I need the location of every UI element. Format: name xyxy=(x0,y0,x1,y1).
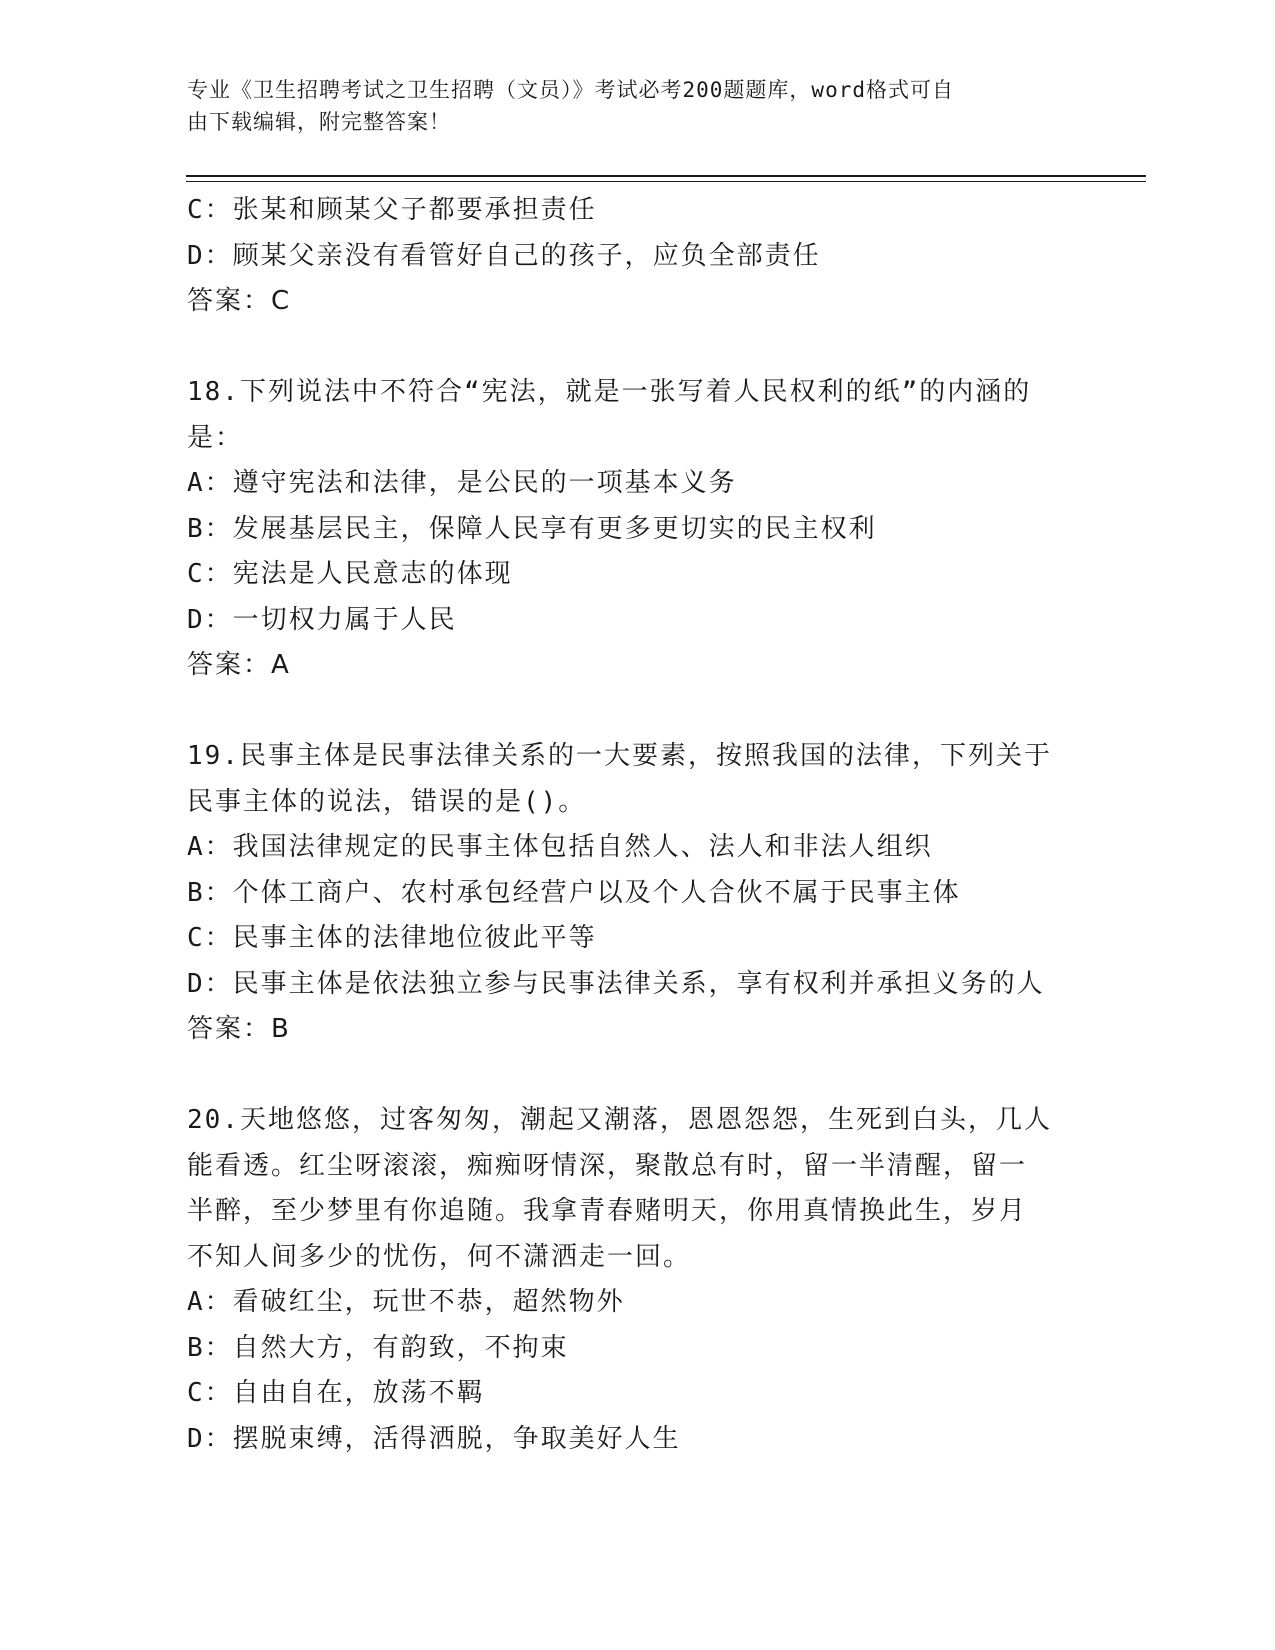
header-line: 由下载编辑，附完整答案！ xyxy=(187,110,451,134)
option-d: D：摆脱束缚，活得洒脱，争取美好人生 xyxy=(187,1423,681,1454)
question-content xyxy=(187,188,1087,1462)
option-d: D：民事主体是依法独立参与民事法律关系，享有权利并承担义务的人 xyxy=(187,968,1045,999)
option-d: D：顾某父亲没有看管好自己的孩子，应负全部责任 xyxy=(187,240,821,271)
question-stem: 不知人间多少的忧伤，何不潇洒走一回。 xyxy=(187,1241,692,1272)
option-a: A：遵守宪法和法律，是公民的一项基本义务 xyxy=(187,468,737,498)
option-c: C：自由自在，放荡不羁 xyxy=(187,1378,485,1408)
spacer xyxy=(187,325,1087,371)
header-rule-thick xyxy=(186,175,1146,177)
document-header xyxy=(187,74,1087,138)
answer-line: 答案：A xyxy=(187,650,291,680)
option-a: A：我国法律规定的民事主体包括自然人、法人和非法人组织 xyxy=(187,832,933,862)
question-stem: 民事主体的说法，错误的是()。 xyxy=(187,786,587,817)
option-a: A：看破红尘，玩世不恭，超然物外 xyxy=(187,1287,625,1317)
header-line: 专业《卫生招聘考试之卫生招聘（文员）》考试必考200题题库，word格式可自 xyxy=(187,78,954,102)
question-stem: 20.天地悠悠，过客匆匆，潮起又潮落，恩恩怨怨，生死到白头，几人 xyxy=(187,1105,1052,1135)
option-d: D：一切权力属于人民 xyxy=(187,604,457,635)
option-c: C：民事主体的法律地位彼此平等 xyxy=(187,923,597,953)
question-stem: 19.民事主体是民事法律关系的一大要素，按照我国的法律，下列关于 xyxy=(187,741,1052,771)
answer-line: 答案：C xyxy=(187,286,292,316)
option-c: C：张某和顾某父子都要承担责任 xyxy=(187,195,597,225)
question-block-prev xyxy=(187,188,1087,325)
question-block-18 xyxy=(187,370,1087,689)
header-rule-thin xyxy=(186,181,1146,182)
question-stem: 半醉，至少梦里有你追随。我拿青春赌明天，你用真情换此生，岁月 xyxy=(187,1196,1028,1226)
spacer xyxy=(187,1053,1087,1099)
answer-line: 答案：B xyxy=(187,1014,291,1044)
question-stem: 能看透。红尘呀滚滚，痴痴呀情深，聚散总有时，留一半清醒，留一 xyxy=(187,1150,1028,1181)
question-stem: 是： xyxy=(187,422,244,453)
question-stem: 18.下列说法中不符合“宪法，就是一张写着人民权利的纸”的内涵的 xyxy=(187,377,1032,407)
option-b: B：个体工商户、农村承包经营户以及个人合伙不属于民事主体 xyxy=(187,877,961,908)
spacer xyxy=(187,689,1087,735)
question-block-20 xyxy=(187,1098,1087,1462)
option-b: B：发展基层民主，保障人民享有更多更切实的民主权利 xyxy=(187,513,877,544)
option-b: B：自然大方，有韵致，不拘束 xyxy=(187,1332,569,1363)
question-block-19 xyxy=(187,734,1087,1053)
option-c: C：宪法是人民意志的体现 xyxy=(187,559,513,589)
